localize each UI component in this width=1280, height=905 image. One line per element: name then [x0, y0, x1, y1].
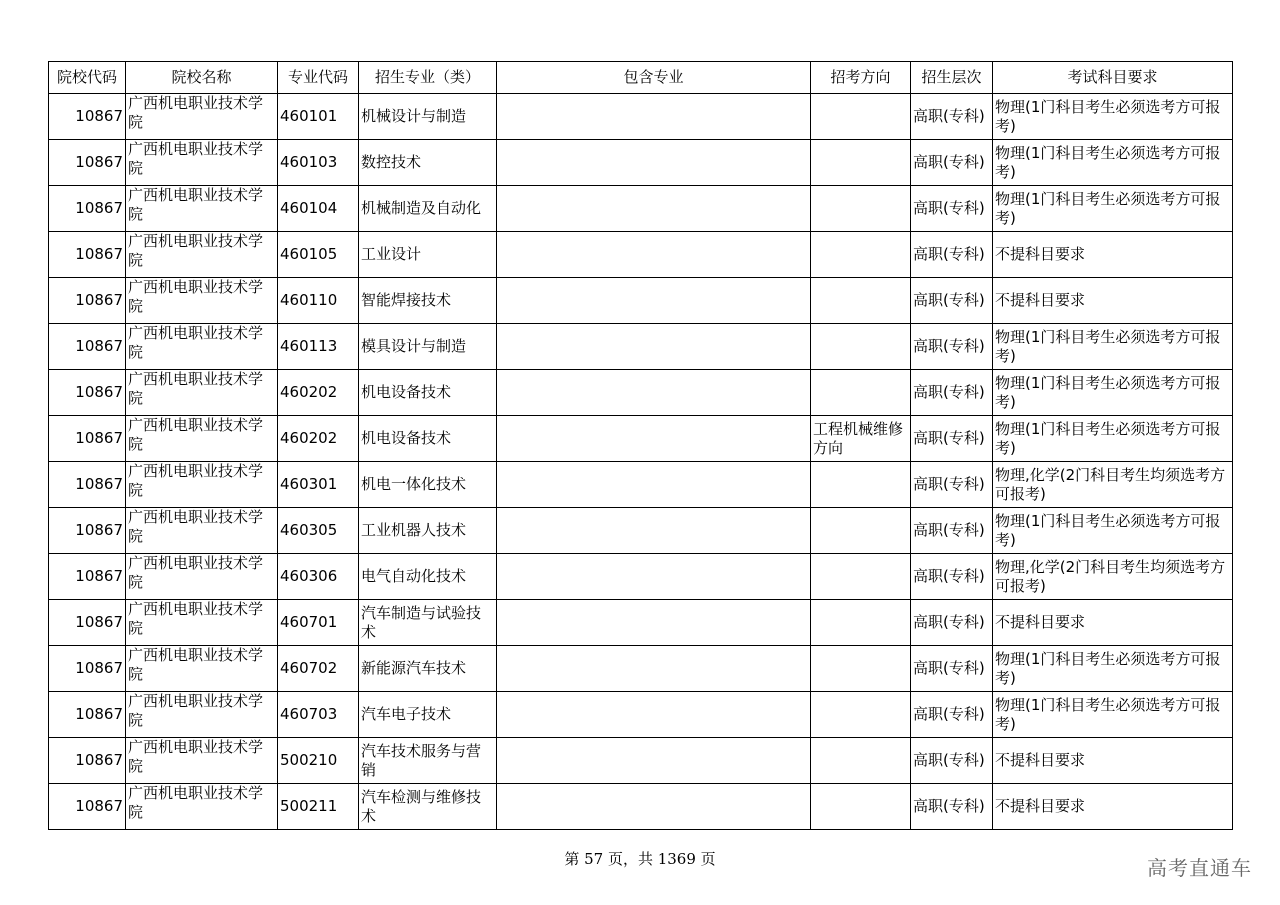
cell-major: 机械制造及自动化 [359, 186, 497, 232]
cell-major-code: 460202 [278, 370, 359, 416]
cell-direction [811, 508, 911, 554]
cell-major: 数控技术 [359, 140, 497, 186]
cell-major: 机电一体化技术 [359, 462, 497, 508]
cell-direction [811, 784, 911, 830]
cell-subject-requirement: 不提科目要求 [993, 784, 1233, 830]
cell-level: 高职(专科) [911, 370, 993, 416]
cell-school-name: 广西机电职业技术学院 [126, 416, 278, 462]
cell-level: 高职(专科) [911, 554, 993, 600]
cell-major-code: 460202 [278, 416, 359, 462]
cell-subject-requirement: 不提科目要求 [993, 600, 1233, 646]
cell-major: 汽车技术服务与营销 [359, 738, 497, 784]
cell-subject-requirement: 不提科目要求 [993, 232, 1233, 278]
cell-school-name: 广西机电职业技术学院 [126, 324, 278, 370]
cell-major: 电气自动化技术 [359, 554, 497, 600]
cell-school-code: 10867 [49, 416, 126, 462]
cell-level: 高职(专科) [911, 738, 993, 784]
cell-direction [811, 738, 911, 784]
cell-included-majors [497, 416, 811, 462]
cell-school-code: 10867 [49, 692, 126, 738]
cell-major: 汽车检测与维修技术 [359, 784, 497, 830]
cell-included-majors [497, 278, 811, 324]
cell-subject-requirement: 物理(1门科目考生必须选考方可报考) [993, 140, 1233, 186]
cell-school-code: 10867 [49, 738, 126, 784]
table-row [49, 784, 1233, 830]
cell-included-majors [497, 94, 811, 140]
cell-school-name: 广西机电职业技术学院 [126, 554, 278, 600]
cell-direction [811, 324, 911, 370]
cell-major: 新能源汽车技术 [359, 646, 497, 692]
cell-included-majors [497, 554, 811, 600]
cell-subject-requirement: 物理(1门科目考生必须选考方可报考) [993, 416, 1233, 462]
cell-major-code: 460703 [278, 692, 359, 738]
table-row [49, 554, 1233, 600]
cell-school-code: 10867 [49, 140, 126, 186]
cell-school-name: 广西机电职业技术学院 [126, 784, 278, 830]
cell-school-code: 10867 [49, 232, 126, 278]
table-row [49, 186, 1233, 232]
cell-school-code: 10867 [49, 278, 126, 324]
cell-included-majors [497, 186, 811, 232]
cell-level: 高职(专科) [911, 140, 993, 186]
cell-included-majors [497, 784, 811, 830]
cell-school-code: 10867 [49, 646, 126, 692]
cell-major: 机电设备技术 [359, 370, 497, 416]
table-row [49, 692, 1233, 738]
cell-school-name: 广西机电职业技术学院 [126, 738, 278, 784]
cell-included-majors [497, 324, 811, 370]
cell-direction: 工程机械维修方向 [811, 416, 911, 462]
cell-included-majors [497, 370, 811, 416]
cell-level: 高职(专科) [911, 784, 993, 830]
cell-subject-requirement: 物理(1门科目考生必须选考方可报考) [993, 186, 1233, 232]
cell-major-code: 500211 [278, 784, 359, 830]
cell-major: 汽车电子技术 [359, 692, 497, 738]
cell-school-code: 10867 [49, 784, 126, 830]
cell-major-code: 460110 [278, 278, 359, 324]
table-row [49, 140, 1233, 186]
cell-direction [811, 692, 911, 738]
cell-school-code: 10867 [49, 370, 126, 416]
cell-included-majors [497, 738, 811, 784]
cell-included-majors [497, 232, 811, 278]
cell-direction [811, 232, 911, 278]
cell-major-code: 460105 [278, 232, 359, 278]
cell-level: 高职(专科) [911, 692, 993, 738]
cell-subject-requirement: 不提科目要求 [993, 738, 1233, 784]
cell-school-code: 10867 [49, 324, 126, 370]
cell-school-name: 广西机电职业技术学院 [126, 600, 278, 646]
cell-direction [811, 186, 911, 232]
page-number: 第 57 页，共 1369 页 [564, 850, 716, 868]
header-school-name: 院校名称 [126, 62, 278, 94]
cell-school-code: 10867 [49, 186, 126, 232]
cell-major: 智能焊接技术 [359, 278, 497, 324]
cell-major: 机械设计与制造 [359, 94, 497, 140]
cell-school-name: 广西机电职业技术学院 [126, 462, 278, 508]
table-row [49, 600, 1233, 646]
cell-major: 汽车制造与试验技术 [359, 600, 497, 646]
cell-major: 模具设计与制造 [359, 324, 497, 370]
header-row [49, 62, 1233, 94]
table-row [49, 646, 1233, 692]
cell-level: 高职(专科) [911, 508, 993, 554]
header-included-majors: 包含专业 [497, 62, 811, 94]
cell-school-name: 广西机电职业技术学院 [126, 94, 278, 140]
cell-school-name: 广西机电职业技术学院 [126, 186, 278, 232]
cell-major-code: 460305 [278, 508, 359, 554]
cell-major-code: 460306 [278, 554, 359, 600]
table-row [49, 416, 1233, 462]
header-school-code: 院校代码 [49, 62, 126, 94]
cell-school-code: 10867 [49, 600, 126, 646]
cell-school-name: 广西机电职业技术学院 [126, 508, 278, 554]
cell-major-code: 460113 [278, 324, 359, 370]
cell-major: 工业机器人技术 [359, 508, 497, 554]
cell-school-name: 广西机电职业技术学院 [126, 232, 278, 278]
cell-level: 高职(专科) [911, 278, 993, 324]
cell-level: 高职(专科) [911, 646, 993, 692]
cell-level: 高职(专科) [911, 186, 993, 232]
cell-direction [811, 278, 911, 324]
cell-direction [811, 554, 911, 600]
cell-subject-requirement: 物理(1门科目考生必须选考方可报考) [993, 508, 1233, 554]
header-major-code: 专业代码 [278, 62, 359, 94]
cell-subject-requirement: 物理(1门科目考生必须选考方可报考) [993, 692, 1233, 738]
cell-direction [811, 94, 911, 140]
cell-subject-requirement: 物理(1门科目考生必须选考方可报考) [993, 324, 1233, 370]
cell-major-code: 500210 [278, 738, 359, 784]
cell-school-code: 10867 [49, 554, 126, 600]
cell-subject-requirement: 物理,化学(2门科目考生均须选考方可报考) [993, 462, 1233, 508]
cell-school-code: 10867 [49, 462, 126, 508]
cell-school-code: 10867 [49, 508, 126, 554]
header-level: 招生层次 [911, 62, 993, 94]
cell-school-name: 广西机电职业技术学院 [126, 646, 278, 692]
header-major: 招生专业（类） [359, 62, 497, 94]
table-row [49, 370, 1233, 416]
cell-major-code: 460301 [278, 462, 359, 508]
cell-subject-requirement: 物理(1门科目考生必须选考方可报考) [993, 646, 1233, 692]
cell-subject-requirement: 物理(1门科目考生必须选考方可报考) [993, 94, 1233, 140]
admissions-table [48, 61, 1233, 830]
table-row [49, 462, 1233, 508]
cell-included-majors [497, 508, 811, 554]
cell-school-name: 广西机电职业技术学院 [126, 140, 278, 186]
cell-major: 机电设备技术 [359, 416, 497, 462]
cell-subject-requirement: 不提科目要求 [993, 278, 1233, 324]
cell-direction [811, 370, 911, 416]
cell-school-code: 10867 [49, 94, 126, 140]
table-row [49, 94, 1233, 140]
header-subject-requirement: 考试科目要求 [993, 62, 1233, 94]
cell-level: 高职(专科) [911, 324, 993, 370]
cell-level: 高职(专科) [911, 232, 993, 278]
cell-subject-requirement: 物理(1门科目考生必须选考方可报考) [993, 370, 1233, 416]
cell-included-majors [497, 646, 811, 692]
cell-major-code: 460701 [278, 600, 359, 646]
watermark-logo: 高考直通车 [1147, 856, 1252, 880]
cell-included-majors [497, 692, 811, 738]
cell-level: 高职(专科) [911, 416, 993, 462]
cell-direction [811, 646, 911, 692]
table-row [49, 738, 1233, 784]
cell-major-code: 460101 [278, 94, 359, 140]
table-row [49, 232, 1233, 278]
cell-major-code: 460104 [278, 186, 359, 232]
cell-direction [811, 462, 911, 508]
cell-major-code: 460702 [278, 646, 359, 692]
cell-included-majors [497, 140, 811, 186]
cell-major-code: 460103 [278, 140, 359, 186]
cell-school-name: 广西机电职业技术学院 [126, 370, 278, 416]
table-row [49, 278, 1233, 324]
cell-level: 高职(专科) [911, 462, 993, 508]
table-row [49, 508, 1233, 554]
cell-level: 高职(专科) [911, 600, 993, 646]
cell-school-name: 广西机电职业技术学院 [126, 278, 278, 324]
cell-level: 高职(专科) [911, 94, 993, 140]
cell-included-majors [497, 600, 811, 646]
cell-direction [811, 140, 911, 186]
cell-major: 工业设计 [359, 232, 497, 278]
cell-direction [811, 600, 911, 646]
header-direction: 招考方向 [811, 62, 911, 94]
table-row [49, 324, 1233, 370]
cell-school-name: 广西机电职业技术学院 [126, 692, 278, 738]
cell-subject-requirement: 物理,化学(2门科目考生均须选考方可报考) [993, 554, 1233, 600]
cell-included-majors [497, 462, 811, 508]
